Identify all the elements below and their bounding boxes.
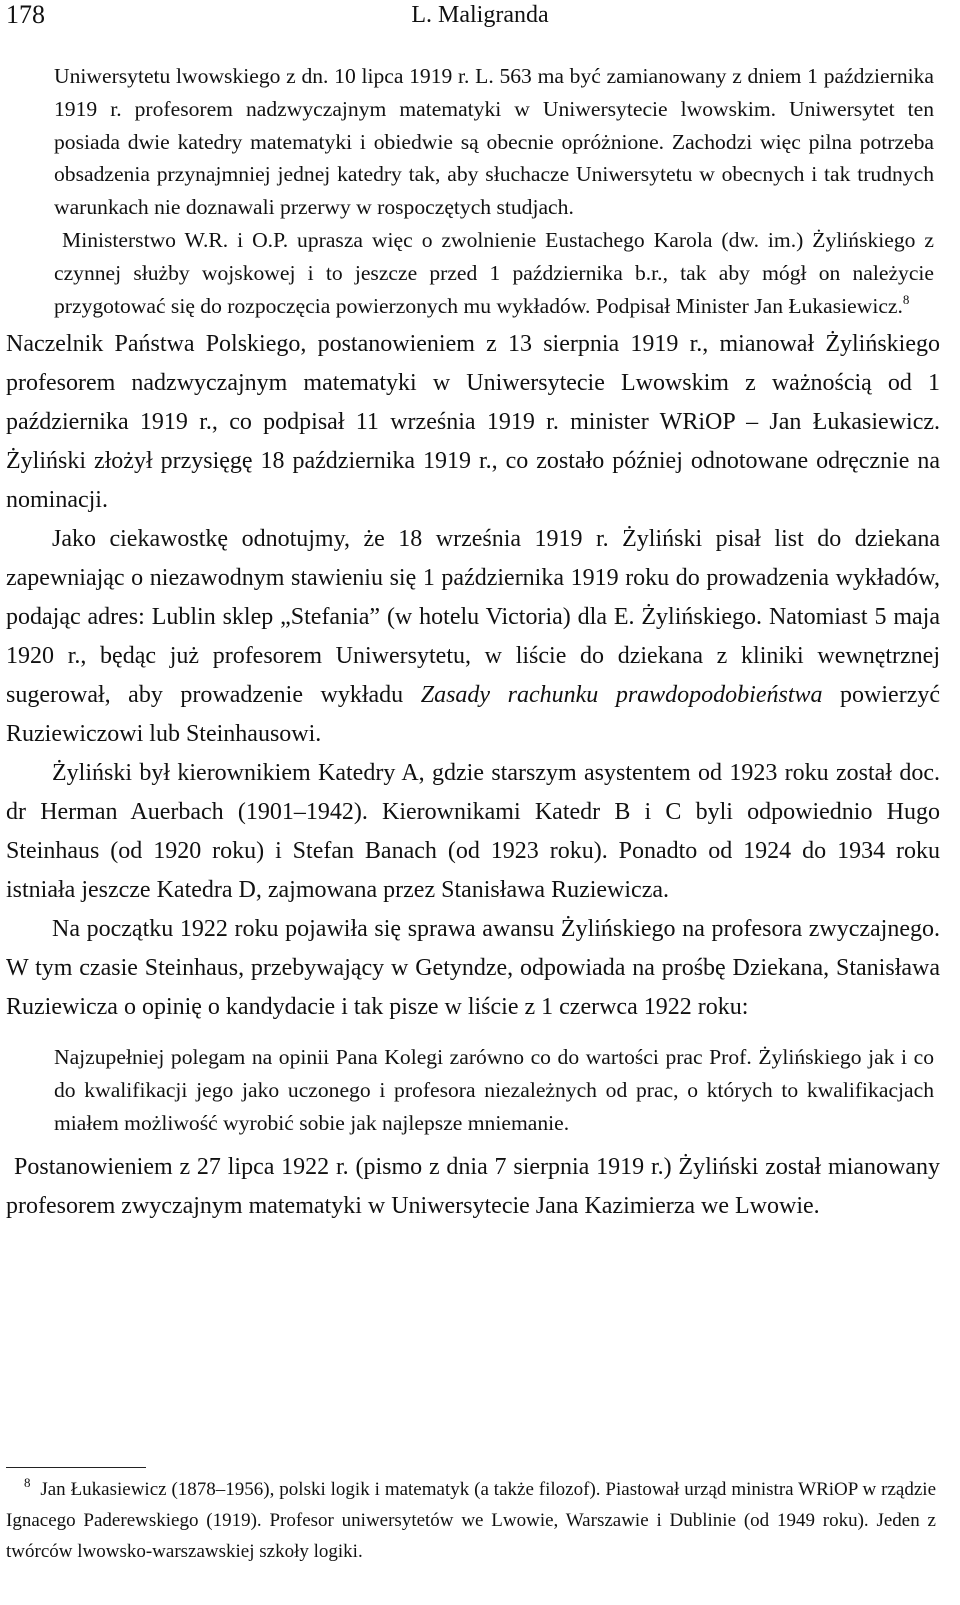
running-head-author: L. Maligranda bbox=[411, 2, 549, 28]
page-body bbox=[6, 60, 940, 1226]
paragraph-text: Żyliński był kierownikiem Katedry A, gdzie starszym asystentem od 1923 roku został doc. dr Herman Auerbach (1901–1942). Kierownikami Katedr B i C byli odpowiednio Hugo Steinhaus (od 1920 roku) i Stefan Banach (od 1923 roku). Ponadto od 1924 do 1934 roku istniała jeszcze Katedra D, zajmowana przez Stanisława Ruziewicza. bbox=[6, 760, 940, 904]
footnote bbox=[6, 1474, 936, 1567]
paragraph-appointment bbox=[6, 1148, 940, 1226]
page-number: 178 bbox=[6, 0, 45, 29]
footnote-number: 8 bbox=[24, 1475, 31, 1491]
quote-text-part-1: Uniwersytetu lwowskiego z dn. 10 lipca 1919 r. L. 563 ma być zamianowany z dniem 1 października 1919 r. profesorem nadzwyczajnym matematyki w Uniwersytecie lwowskim. Uniwersytet ten posiada dwie katedry matematyki i obiedwie są obecnie opróżnione. Zachodzi więc pilna potrzeba obsadzenia przynajmniej jednej katedry tak, aby słuchacze Uniwersytetu w obecnych i tak trudnych warunkach nie doznawali przerwy w rospoczętych studjach. bbox=[54, 64, 934, 220]
paragraph-text: Na początku 1922 roku pojawiła się sprawa awansu Żylińskiego na profesora zwyczajnego. W tym czasie Steinhaus, przebywający w Getyndze, odpowiada na prośbę Dziekana, Stanisława Ruziewicza o opinię o kandydacie i tak pisze w liście z 1 czerwca 1922 roku: bbox=[6, 916, 940, 1021]
quote-text: Najzupełniej polegam na opinii Pana Kolegi zarówno co do wartości prac Prof. Żylińskiego jak i co do kwalifikacji jego jako uczonego i profesora niezależnych od prac, o których to kwalifikacjach miałem możliwość wyrobić sobie jak najlepsze mniemanie. bbox=[54, 1045, 934, 1135]
paragraph-curiosity bbox=[6, 520, 940, 754]
paragraph-nomination bbox=[6, 325, 940, 520]
paragraph-text: Jako ciekawostkę odnotujmy, że 18 września 1919 r. Żyliński pisał list do dziekana zapewniając o niezawodnym stawieniu się 1 października 1919 roku do prowadzenia wykładów, podając adres: Lublin sklep „Stefania” (w hotelu Victoria) dla E. Żylińskiego. Natomiast 5 maja 1920 r., będąc już profesorem Uniwersytetu, w liście do dziekana z kliniki wewnętrznej sugerował, aby prowadzenie wykładu bbox=[6, 526, 940, 709]
lecture-title: Zasady rachunku prawdopodobieństwa bbox=[420, 682, 823, 709]
paragraph-promotion bbox=[6, 910, 940, 1027]
paragraph-chairs bbox=[6, 754, 940, 910]
paragraph-text: Postanowieniem z 27 lipca 1922 r. (pismo z dnia 7 sierpnia 1919 r.) Żyliński został mianowany profesorem zwyczajnym matematyki w Uniwersytecie Jana Kazimierza we Lwowie. bbox=[6, 1153, 940, 1219]
block-quote-steinhaus bbox=[54, 1041, 934, 1139]
block-quote-letter bbox=[54, 60, 934, 224]
block-quote-letter-cont bbox=[54, 224, 934, 322]
paragraph-text: powierzyć Ruziewiczowi lub Steinhausowi. bbox=[6, 682, 940, 748]
quote-text-part-2: Ministerstwo W.R. i O.P. uprasza więc o zwolnienie Eustachego Karola (dw. im.) Żylińskiego z czynnej służby wojskowej i to jeszcze przed 1 października b.r., tak aby mógł on należycie przygotować się do rozpoczęcia powierzonych mu wykładów. Podpisał Minister Jan Łukasiewicz. bbox=[54, 227, 934, 318]
page-header bbox=[6, 0, 954, 32]
footnote-reference[interactable]: 8 bbox=[902, 291, 910, 307]
footnote-divider bbox=[6, 1467, 146, 1468]
paragraph-text: Naczelnik Państwa Polskiego, postanowieniem z 13 sierpnia 1919 r., mianował Żylińskiego profesorem nadzwyczajnym matematyki w Uniwersytecie Lwowskim z ważnością od 1 października 1919 r., co podpisał 11 września 1919 r. minister WRiOP – Jan Łukasiewicz. Żyliński złożył przysięgę 18 października 1919 r., co zostało później odnotowane odręcznie na nominacji. bbox=[6, 331, 940, 514]
footnote-text: Jan Łukasiewicz (1878–1956), polski logik i matematyk (a także filozof). Piastował urząd ministra WRiOP w rządzie Ignacego Paderewskiego (1919). Profesor uniwersytetów we Lwowie, Warszawie i Dublinie (od 1949 roku). Jeden z twórców lwowsko-warszawskiej szkoły logiki. bbox=[6, 1479, 937, 1562]
